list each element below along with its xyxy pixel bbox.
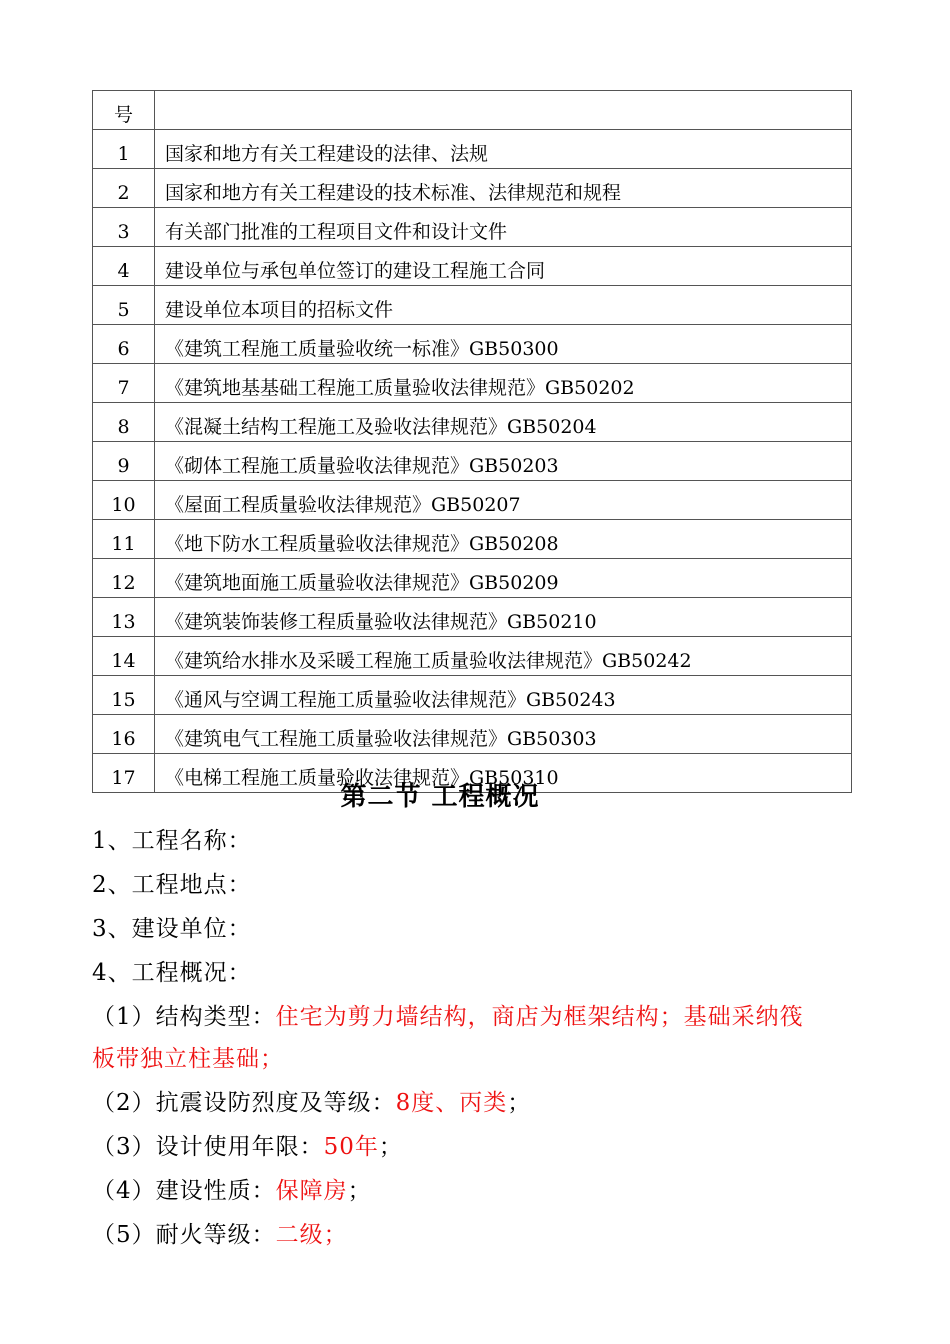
row-document: 国家和地方有关工程建设的技术标准、法律规范和规程 xyxy=(155,169,852,208)
project-location-line: 2、工程地点： xyxy=(92,872,252,898)
structure-value-cont: 板带独立柱基础； xyxy=(92,1046,284,1072)
table-row xyxy=(93,676,852,715)
row-number: 14 xyxy=(93,637,155,676)
nature-value: 保障房 xyxy=(275,1178,348,1204)
overview-line: 4、工程概况： xyxy=(92,960,252,986)
row-document: 《建筑地基基础工程施工质量验收法律规范》GB50202 xyxy=(155,364,852,403)
row-number: 10 xyxy=(93,481,155,520)
row-number: 11 xyxy=(93,520,155,559)
table-row xyxy=(93,598,852,637)
table-row xyxy=(93,559,852,598)
table-row xyxy=(93,403,852,442)
nature-suffix: ； xyxy=(347,1178,372,1204)
service-life-label: （3）设计使用年限： xyxy=(92,1134,324,1160)
table-row xyxy=(93,130,852,169)
row-document: 《建筑工程施工质量验收统一标准》GB50300 xyxy=(155,325,852,364)
service-life-suffix: ； xyxy=(378,1134,403,1160)
table-row xyxy=(93,520,852,559)
structure-value: 住宅为剪力墙结构，商店为框架结构；基础采纳筏 xyxy=(275,1004,804,1030)
table-row xyxy=(93,715,852,754)
row-number: 3 xyxy=(93,208,155,247)
table-row xyxy=(93,325,852,364)
seismic-suffix: ； xyxy=(507,1090,532,1116)
seismic-line xyxy=(92,1088,531,1118)
row-document: 建设单位本项目的招标文件 xyxy=(155,286,852,325)
table-row xyxy=(93,208,852,247)
row-number: 9 xyxy=(93,442,155,481)
row-number: 5 xyxy=(93,286,155,325)
row-document: 《建筑装饰装修工程质量验收法律规范》GB50210 xyxy=(155,598,852,637)
table-header-title xyxy=(155,91,852,130)
project-name-line: 1、工程名称： xyxy=(92,828,252,854)
row-number: 12 xyxy=(93,559,155,598)
row-number: 4 xyxy=(93,247,155,286)
row-number: 7 xyxy=(93,364,155,403)
table-row xyxy=(93,247,852,286)
owner-line: 3、建设单位： xyxy=(92,916,252,942)
row-document: 《电梯工程施工质量验收法律规范》GB50310 xyxy=(155,754,852,793)
row-number: 2 xyxy=(93,169,155,208)
fire-rating-label: （5）耐火等级： xyxy=(92,1222,276,1248)
structure-line xyxy=(92,1002,804,1032)
row-document: 有关部门批准的工程项目文件和设计文件 xyxy=(155,208,852,247)
section-title: 第二节 工程概况 xyxy=(340,782,540,812)
nature-line xyxy=(92,1176,372,1206)
seismic-value: 8度、丙类 xyxy=(395,1090,508,1116)
row-number: 13 xyxy=(93,598,155,637)
row-number: 8 xyxy=(93,403,155,442)
row-document: 《屋面工程质量验收法律规范》GB50207 xyxy=(155,481,852,520)
row-document: 《通风与空调工程施工质量验收法律规范》GB50243 xyxy=(155,676,852,715)
row-number: 6 xyxy=(93,325,155,364)
structure-label: （1）结构类型： xyxy=(92,1004,276,1030)
row-document: 《建筑地面施工质量验收法律规范》GB50209 xyxy=(155,559,852,598)
service-life-line xyxy=(92,1132,403,1162)
row-document: 建设单位与承包单位签订的建设工程施工合同 xyxy=(155,247,852,286)
table-row xyxy=(93,637,852,676)
row-number: 1 xyxy=(93,130,155,169)
standards-table xyxy=(92,90,852,793)
table-row xyxy=(93,481,852,520)
seismic-label: （2）抗震设防烈度及等级： xyxy=(92,1090,396,1116)
table-row xyxy=(93,286,852,325)
fire-rating-line xyxy=(92,1220,348,1250)
row-document: 国家和地方有关工程建设的法律、法规 xyxy=(155,130,852,169)
table-header-row xyxy=(93,91,852,130)
row-number: 15 xyxy=(93,676,155,715)
row-number: 17 xyxy=(93,754,155,793)
nature-label: （4）建设性质： xyxy=(92,1178,276,1204)
service-life-value: 50年 xyxy=(323,1134,379,1160)
table-row xyxy=(93,169,852,208)
table-row xyxy=(93,442,852,481)
row-number: 16 xyxy=(93,715,155,754)
fire-rating-value: 二级； xyxy=(275,1222,348,1248)
table-row xyxy=(93,364,852,403)
row-document: 《建筑电气工程施工质量验收法律规范》GB50303 xyxy=(155,715,852,754)
row-document: 《建筑给水排水及采暖工程施工质量验收法律规范》GB50242 xyxy=(155,637,852,676)
row-document: 《混凝土结构工程施工及验收法律规范》GB50204 xyxy=(155,403,852,442)
row-document: 《砌体工程施工质量验收法律规范》GB50203 xyxy=(155,442,852,481)
table-header-no: 号 xyxy=(93,91,155,130)
row-document: 《地下防水工程质量验收法律规范》GB50208 xyxy=(155,520,852,559)
